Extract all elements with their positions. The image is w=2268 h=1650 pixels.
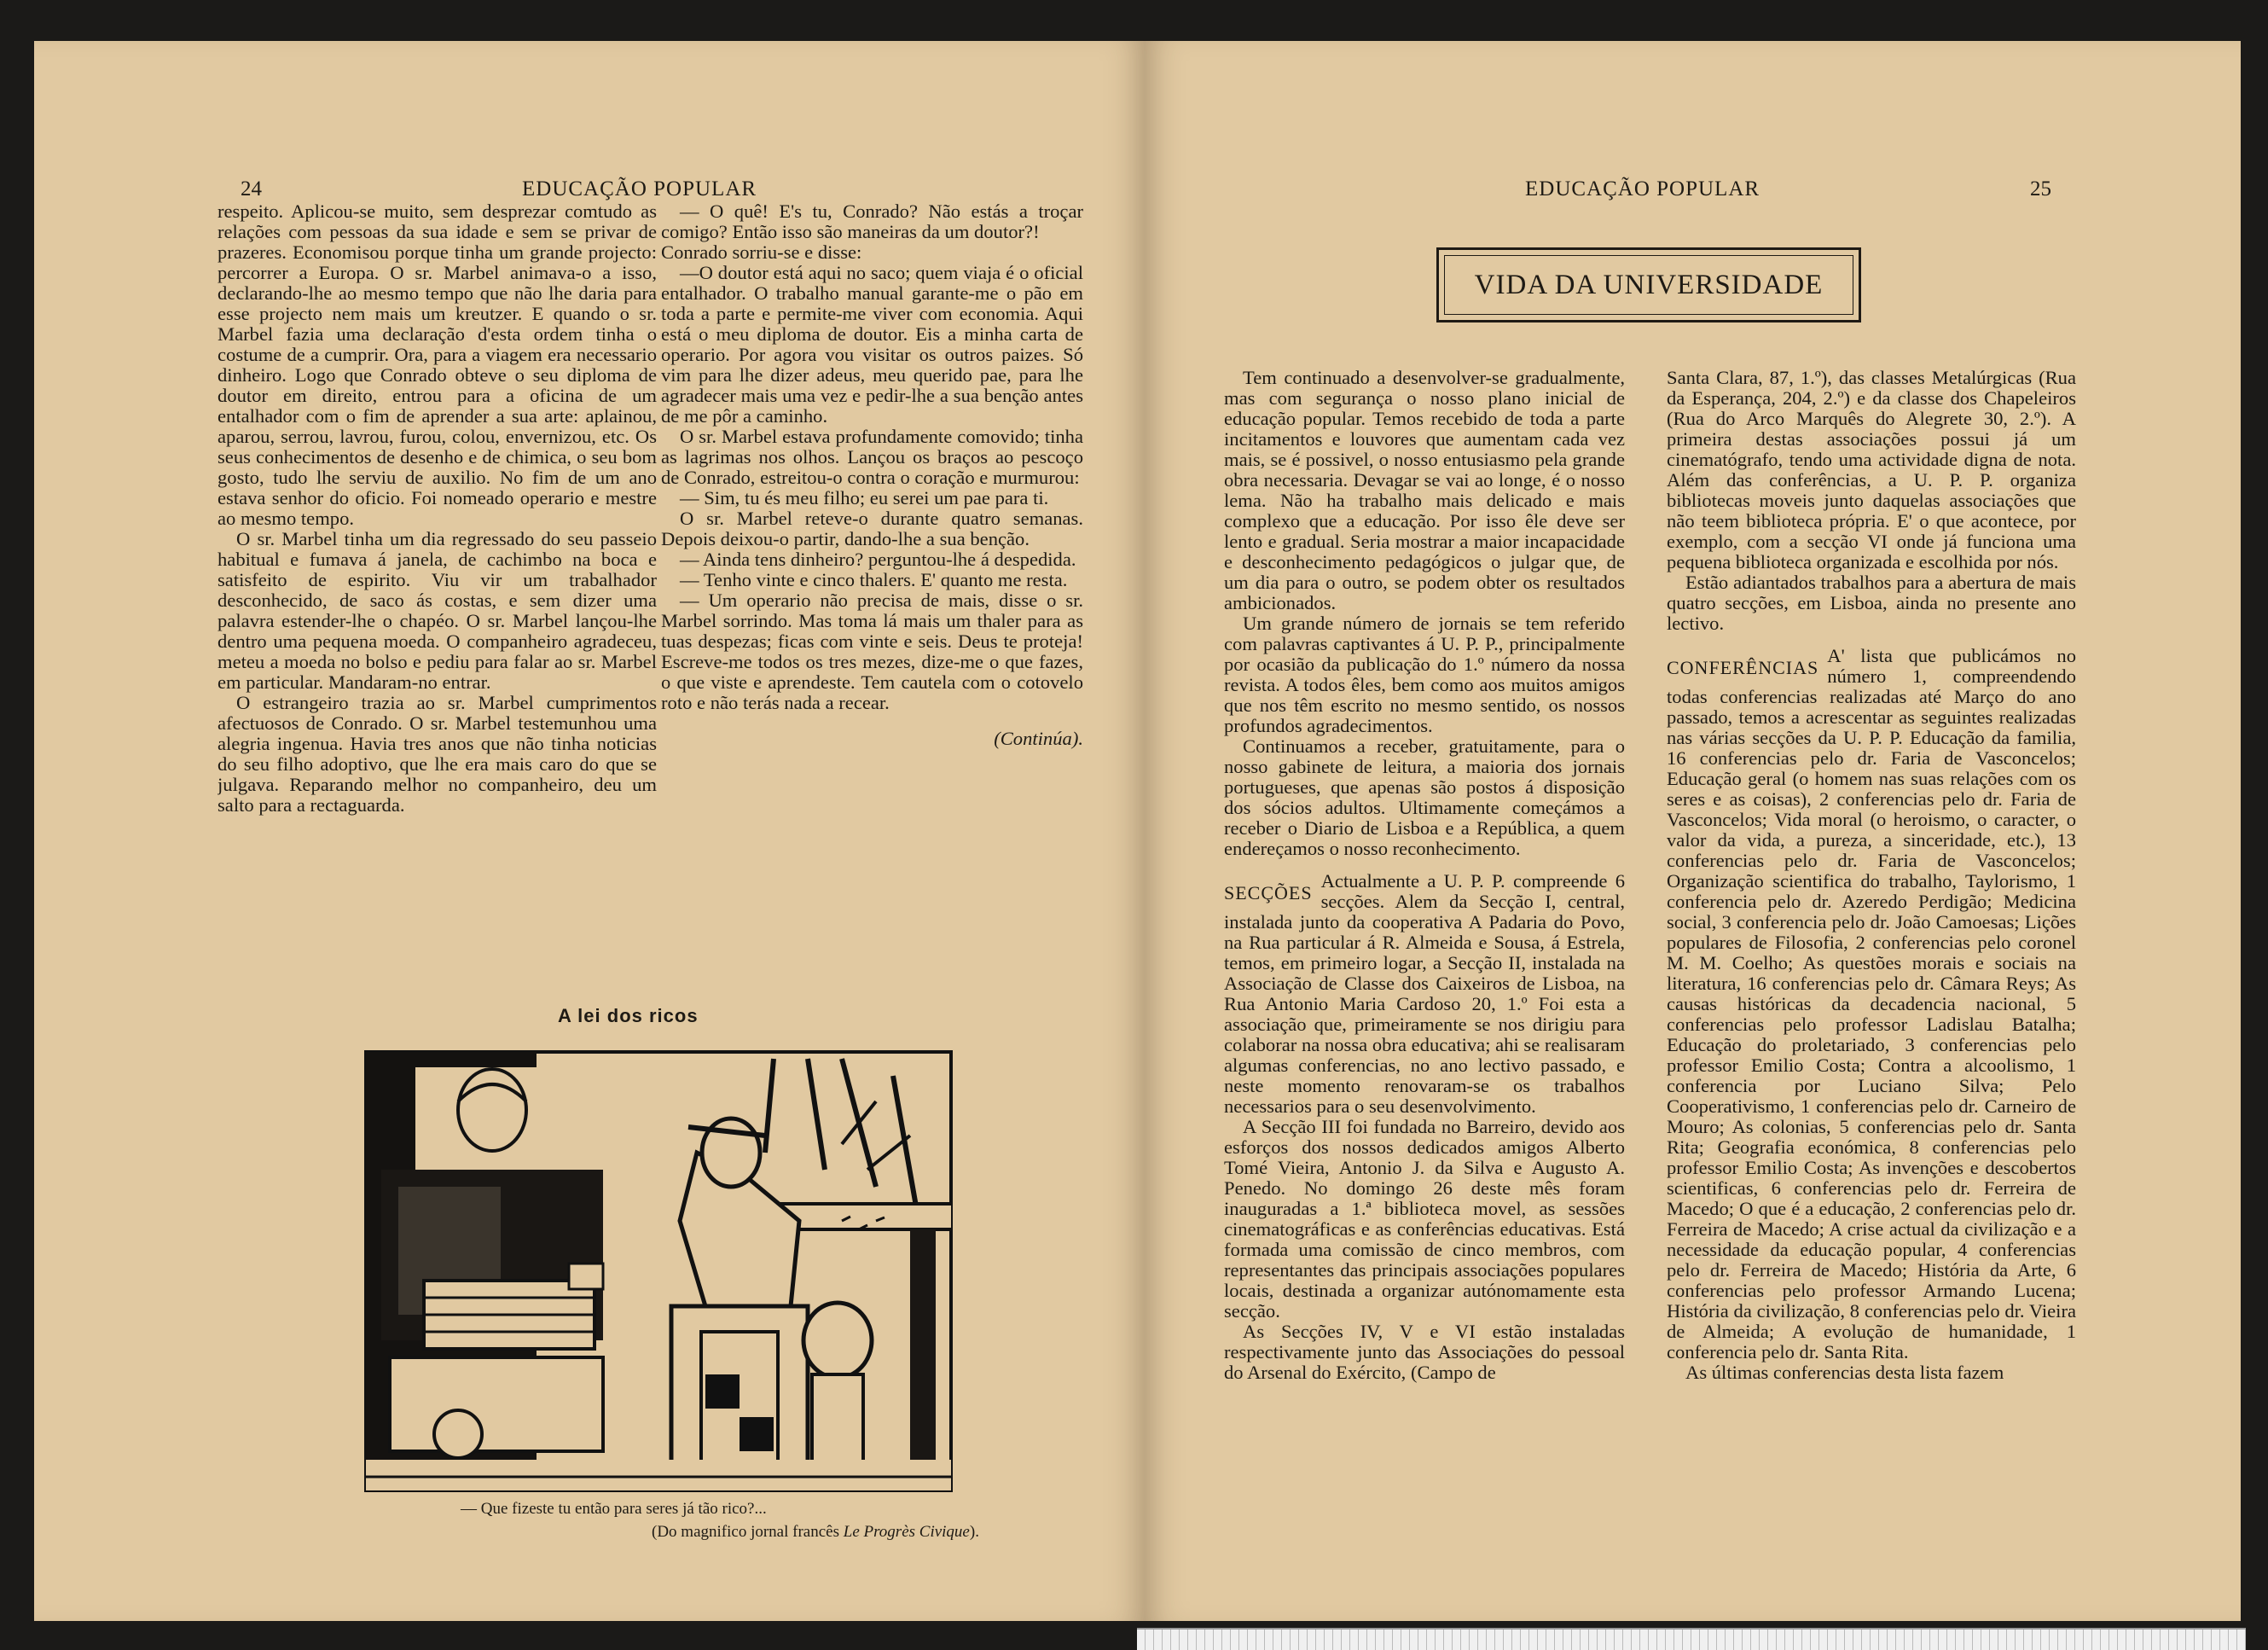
cartoon-source-prefix: (Do magnifico jornal francês: [652, 1523, 844, 1541]
scan-ruler: [1137, 1628, 2246, 1650]
cartoon-title: A lei dos ricos: [558, 1005, 699, 1026]
paragraph: O sr. Marbel reteve-o durante quatro semanas. Depois deixou-o partir, dando-lhe a sua benção.: [661, 508, 1083, 549]
section-title-box: [1436, 247, 1861, 322]
paragraph: O sr. Marbel tinha um dia regressado do seu passeio habitual e fumava á janela, de cachimbo na boca e satisfeito de espirito. Viu vir um trabalhador desconhecido, de saco ás costas, e sem dizer uma palavra estender-lhe o chapéo. O sr. Marbel lançou-lhe dentro uma pequena moeda. O companheiro agradeceu, meteu a moeda no bolso e pediu para falar ao sr. Marbel em particular. Mandaram-no entrar.: [218, 528, 657, 693]
paragraph: — O quê! E's tu, Conrado? Não estás a troçar comigo? Então isso são maneiras da um doutor?!: [661, 201, 1083, 242]
paragraph: A Secção III foi fundada no Barreiro, devido aos esforços dos nossos dedicados amigos Alberto Tomé Vieira, Antonio J. da Silva e Augusto A. Penedo. No domingo 26 deste mês foram inauguradas a 1.ª biblioteca movel, as sessões cinematográficas e as conferências educativas. Está formada uma comissão de cinco membros, com representantes das principais associações populares locais, destinada a organizar autónomamente esta secção.: [1224, 1116, 1625, 1322]
paragraph: — Tenho vinte e cinco thalers. E' quanto me resta.: [680, 569, 1068, 590]
paragraph: O sr. Marbel estava profundamente comovido; tinha as lagrimas nos olhos. Lançou os braços ao pescoço de Conrado, estreitou-o contra o coração e murmurou:: [661, 426, 1083, 488]
text-column-1: [1224, 368, 1625, 1596]
conferencias-heading: CONFERÊNCIAS: [1667, 657, 1819, 678]
paragraph: respeito. Aplicou-se muito, sem desprezar comtudo as relações com pessoas da sua idade e sem se privar de prazeres. Economisou porque tinha um grande projecto: percorrer a Europa. O sr. Marbel animava-o a isso, declarando-lhe ao mesmo tempo que não lhe daria para esse projecto nem mais um kreutzer. E quando o sr. Marbel fazia uma declaração d'esta ordem tinha o costume de a cumprir. Ora, para a viagem era necessario dinheiro. Logo que Conrado obteve o seu diploma de doutor em direito, entrou para a oficina de um entalhador com o fim de aprender a sua arte: aplainou, aparou, serrou, lavrou, furou, colou, envernizou, etc. Os seus conhecimentos de desenho e de chimica, o seu bom gosto, tudo lhe serviu de auxilio. No fim de um ano estava senhor do oficio. Foi nomeado operario e mestre ao mesmo tempo.: [218, 201, 657, 529]
running-head: EDUCAÇÃO POPULAR: [1525, 177, 1760, 200]
cartoon-caption: — Que fizeste tu então para seres já tão rico?...: [461, 1500, 767, 1518]
seccoes-heading: SECÇÕES: [1224, 882, 1313, 903]
right-page: [1145, 41, 2241, 1621]
text-column-1: [218, 201, 657, 986]
section-title: VIDA DA UNIVERSIDADE: [1474, 269, 1824, 300]
text-column-2: [661, 201, 1083, 995]
paragraph: As últimas conferencias desta lista fazem: [1685, 1362, 2004, 1383]
paragraph: A' lista que publicámos no número 1, compreendendo todas conferencias realizadas até Março do ano passado, temos a acrescentar as seguintes realizadas nas várias secções da U. P. P. Educação da familia, 16 conferencias pelo dr. Faria de Vasconcelos; Educação geral (o homem nas suas relações com os seres e as coisas), 2 conferencias pelo dr. Faria de Vasconcelos; Vida moral (o heroismo, o caracter, o valor da vida, a pureza, a sinceridade, etc.), 13 conferencias pelo dr. Faria de Vasconcelos; Organização scientifica do trabalho, Taylorismo, 1 conferencia pelo dr. Azeredo Perdigão; Medicina social, 3 conferencia pelo dr. João Camoesas; Lições populares de Filosofia, 2 conferencias pelo coronel M. M. Coelho; As questões morais e sociais na literatura, 16 conferencias pelo dr. Câmara Reys; As causas históricas da decadencia nacional, 5 conferencias pelo professor Ladislau Batalha; Educação do proletariado, 3 conferencias pelo professor Emilio Costa; Contra a alcoolismo, 1 conferencia por Luciano Silva; Pelo Cooperativismo, 1 conferencias pelo dr. Carneiro de Mouro; As colonias, 5 conferencias pelo dr. Santa Rita; Geografia económica, 8 conferencias pelo professor Emilio Costa; As invenções e descobertos scientificas, 6 conferencias pelo dr. Ferreira de Macedo; O que é a educação, 2 conferencias pelo dr. Ferreira de Macedo; A crise actual da civilização e a necessidade da educação popular, 4 conferencias pelo dr. Ferreira de Macedo; História da Arte, 6 conferencias pelo professor Armando Lucena; História da civilização, 8 conferencias pelo dr. Vieira de Almeida; A evolução de humanidade, 1 conferencia pelo dr. Santa Rita.: [1667, 645, 2076, 1362]
cartoon-source-suffix: ).: [969, 1523, 979, 1541]
continua-note: (Continúa).: [994, 728, 1083, 749]
running-head: EDUCAÇÃO POPULAR: [522, 177, 757, 200]
conferencias-block: [1667, 646, 2076, 1383]
page-number: 24: [241, 177, 262, 200]
paragraph: Actualmente a U. P. P. compreende 6 secções. Alem da Secção I, central, instalada junto da cooperativa A Padaria do Povo, na Rua particular á R. Almeida e Sousa, á Estrela, temos, em primeiro logar, a Secção II, instalada na Associação de Classe dos Caixeiros de Lisboa, na Rua Antonio Maria Cardoso 20, 1.º Foi esta a associação que, primeiramente se nos dirigiu para colaborar na nossa obra educativa; ahi se realisaram algumas conferencias, no ano lectivo passado, e neste momento renovaram-se os trabalhos necessarios para o seu desenvolvimento.: [1224, 870, 1625, 1117]
paragraph: As Secções IV, V e VI estão instaladas respectivamente junto das Associações do pessoal do Arsenal do Exército, (Campo de: [1224, 1321, 1625, 1383]
cartoon-drawing: [364, 1050, 953, 1492]
paragraph: Santa Clara, 87, 1.º), das classes Metalúrgicas (Rua da Esperança, 204, 2.º) e da classe dos Chapeleiros (Rua do Arco Marquês do Alegrete 30, 2.º). A primeira destas associações possui já um cinematógrafo, tendo uma actividade digna de nota. Além das conferências, a U. P. P. organiza bibliotecas moveis junto daquelas associações que não teem biblioteca própria. E' o que acontece, por exemplo, com a secção VI onde já funciona uma pequena biblioteca organizada e escolhida por nós.: [1667, 368, 2076, 572]
left-page: [34, 41, 1145, 1621]
paragraph: O estrangeiro trazia ao sr. Marbel cumprimentos afectuosos de Conrado. O sr. Marbel testemunhou uma alegria ingenua. Havia tres anos que não tinha noticias do seu filho adoptivo, que lhe era mais caro do que se julgava. Reparando melhor no companheiro, deu um salto para a rectaguarda.: [218, 692, 657, 816]
paragraph: Estão adiantados trabalhos para a abertura de mais quatro secções, em Lisboa, ainda no presente ano lectivo.: [1667, 572, 2076, 634]
cartoon-illustration: [364, 1050, 953, 1492]
paragraph: Continuamos a receber, gratuitamente, para o nosso gabinete de leitura, a maioria dos jornais portugueses, que apenas são postos á disposição dos sócios adultos. Ultimamente começámos a receber o Diario de Lisboa e a República, a quem endereçamos o nosso reconhecimento.: [1224, 735, 1625, 859]
paragraph: —O doutor está aqui no saco; quem viaja é o oficial entalhador. O trabalho manual garante-me o pão em toda a parte e permite-me viver com economia. Aqui está o meu diploma de doutor. Eis a minha carta de operario. Por agora vou visitar os outros paizes. Só vim para lhe dizer adeus, meu querido pae, para lhe agradecer mais uma vez e pedir-lhe a sua benção antes de me pôr a caminho.: [661, 262, 1083, 427]
paragraph: Um grande número de jornais se tem referido com palavras captivantes á U. P. P., principalmente por ocasião da publicação do 1.º número da nossa revista. A todos êles, bem como aos muitos amigos que nos têm escrito no mesmo sentido, os nossos profundos agradecimentos.: [1224, 613, 1625, 736]
cartoon-source-title: Le Progrès Civique: [843, 1523, 970, 1541]
paragraph: Tem continuado a desenvolver-se gradualmente, mas com segurança o nosso plano inicial de educação popular. Temos recebido de toda a parte incitamentos e louvores que aumentam cada vez mais, se é possivel, o nosso entusiasmo pela grande obra necessaria. Devagar se vai ao longe, é o nosso lema. Não ha trabalho mais delicado e mais complexo que a educação. Por isso êle deve ser lento e gradual. Seria mostrar a maior incapacidade e desconhecimento pedagógicos o julgar que, de um dia para o outro, se podem obter os resultados ambicionados.: [1224, 368, 1625, 613]
cartoon-source: [652, 1523, 979, 1542]
text-column-2: [1667, 368, 2076, 1596]
paragraph: — Ainda tens dinheiro? perguntou-lhe á despedida.: [680, 549, 1076, 570]
paragraph: — Um operario não precisa de mais, disse o sr. Marbel sorrindo. Mas toma lá mais um thaler para as tuas despezas; ficas com vinte e seis. Deus te proteja! Escreve-me todos os tres mezes, dize-me o que fazes, o que viste e aprendeste. Tem cautela com o cotovelo roto e não terás nada a recear.: [661, 590, 1083, 713]
page-number: 25: [2030, 177, 2051, 200]
seccoes-block: [1224, 871, 1625, 1383]
paragraph: — Sim, tu és meu filho; eu serei um pae para ti.: [680, 487, 1049, 508]
paragraph: Conrado sorriu-se e disse:: [661, 241, 862, 263]
